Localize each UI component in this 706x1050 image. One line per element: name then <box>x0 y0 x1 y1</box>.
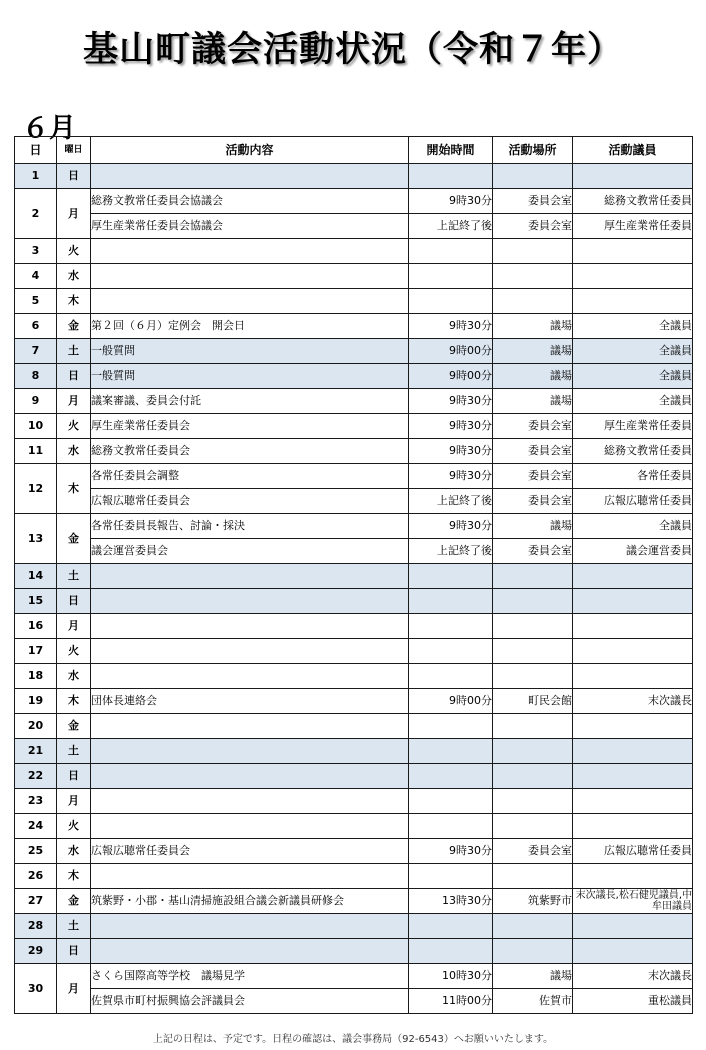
weekday-cell: 土 <box>57 914 91 939</box>
members-cell: 重松議員 <box>573 989 693 1014</box>
activity-cell <box>91 789 409 814</box>
table-row <box>15 389 693 414</box>
day-cell: 11 <box>15 439 57 464</box>
weekday-cell: 木 <box>57 289 91 314</box>
members-cell <box>573 789 693 814</box>
table-row <box>15 964 693 989</box>
members-cell <box>573 164 693 189</box>
time-cell <box>409 564 493 589</box>
table-row <box>15 689 693 714</box>
day-cell: 13 <box>15 514 57 564</box>
weekday-cell: 木 <box>57 464 91 514</box>
activity-cell <box>91 714 409 739</box>
members-cell <box>573 939 693 964</box>
time-cell: 9時30分 <box>409 389 493 414</box>
activity-cell: 広報広聴常任委員会 <box>91 839 409 864</box>
members-cell: 全議員 <box>573 339 693 364</box>
header-members: 活動議員 <box>573 137 693 164</box>
activity-cell: 一般質問 <box>91 364 409 389</box>
place-cell: 委員会室 <box>493 439 573 464</box>
activity-cell: 厚生産業常任委員会協議会 <box>91 214 409 239</box>
time-cell <box>409 814 493 839</box>
members-cell: 全議員 <box>573 314 693 339</box>
table-row <box>15 414 693 439</box>
members-cell <box>573 264 693 289</box>
schedule-table <box>14 136 693 1014</box>
time-cell: 上記終了後 <box>409 214 493 239</box>
table-row <box>15 589 693 614</box>
time-cell <box>409 664 493 689</box>
time-cell: 9時30分 <box>409 314 493 339</box>
activity-cell <box>91 664 409 689</box>
members-cell: 末次議長 <box>573 964 693 989</box>
activity-cell <box>91 764 409 789</box>
weekday-cell: 土 <box>57 739 91 764</box>
place-cell <box>493 789 573 814</box>
place-cell: 委員会室 <box>493 214 573 239</box>
table-row <box>15 764 693 789</box>
place-cell: 議場 <box>493 389 573 414</box>
activity-cell: 議案審議、委員会付託 <box>91 389 409 414</box>
day-cell: 29 <box>15 939 57 964</box>
place-cell: 委員会室 <box>493 539 573 564</box>
time-cell <box>409 264 493 289</box>
time-cell <box>409 764 493 789</box>
activity-cell: 第２回（６月）定例会 開会日 <box>91 314 409 339</box>
members-cell: 広報広聴常任委員 <box>573 489 693 514</box>
weekday-cell: 月 <box>57 389 91 414</box>
weekday-cell: 水 <box>57 664 91 689</box>
time-cell: 10時30分 <box>409 964 493 989</box>
activity-cell <box>91 864 409 889</box>
table-row <box>15 539 693 564</box>
table-row <box>15 564 693 589</box>
time-cell <box>409 289 493 314</box>
day-cell: 5 <box>15 289 57 314</box>
table-row <box>15 639 693 664</box>
table-row <box>15 289 693 314</box>
activity-cell <box>91 289 409 314</box>
table-row <box>15 914 693 939</box>
place-cell: 委員会室 <box>493 839 573 864</box>
day-cell: 6 <box>15 314 57 339</box>
day-cell: 21 <box>15 739 57 764</box>
place-cell <box>493 939 573 964</box>
time-cell: 9時30分 <box>409 414 493 439</box>
page-title: 基山町議会活動状況（令和７年） <box>82 30 623 70</box>
time-cell <box>409 789 493 814</box>
members-cell: 議会運営委員 <box>573 539 693 564</box>
time-cell <box>409 639 493 664</box>
time-cell <box>409 614 493 639</box>
place-cell: 議場 <box>493 964 573 989</box>
place-cell <box>493 589 573 614</box>
place-cell <box>493 764 573 789</box>
weekday-cell: 水 <box>57 439 91 464</box>
header-weekday: 曜日 <box>57 137 91 164</box>
members-cell: 厚生産業常任委員 <box>573 414 693 439</box>
members-cell: 全議員 <box>573 514 693 539</box>
table-row <box>15 814 693 839</box>
day-cell: 9 <box>15 389 57 414</box>
place-cell <box>493 814 573 839</box>
activity-cell <box>91 639 409 664</box>
activity-cell: 各常任委員長報告、討論・採決 <box>91 514 409 539</box>
weekday-cell: 土 <box>57 339 91 364</box>
activity-cell: 総務文教常任委員会協議会 <box>91 189 409 214</box>
day-cell: 18 <box>15 664 57 689</box>
activity-cell <box>91 264 409 289</box>
members-cell <box>573 714 693 739</box>
activity-cell: 厚生産業常任委員会 <box>91 414 409 439</box>
members-cell: 全議員 <box>573 389 693 414</box>
activity-cell: 筑紫野・小郡・基山清掃施設組合議会新議員研修会 <box>91 889 409 914</box>
time-cell <box>409 589 493 614</box>
weekday-cell: 木 <box>57 864 91 889</box>
place-cell <box>493 264 573 289</box>
day-cell: 12 <box>15 464 57 514</box>
members-cell <box>573 289 693 314</box>
place-cell <box>493 914 573 939</box>
weekday-cell: 日 <box>57 364 91 389</box>
activity-cell <box>91 614 409 639</box>
place-cell <box>493 639 573 664</box>
members-cell: 各常任委員 <box>573 464 693 489</box>
time-cell <box>409 739 493 764</box>
footer-note: 上記の日程は、予定です。日程の確認は、議会事務局（92-6543）へお願いいたします。 <box>152 1034 554 1045</box>
members-cell: 広報広聴常任委員 <box>573 839 693 864</box>
weekday-cell: 月 <box>57 189 91 239</box>
table-row <box>15 339 693 364</box>
header-day: 日 <box>15 137 57 164</box>
place-cell <box>493 714 573 739</box>
weekday-cell: 水 <box>57 839 91 864</box>
members-cell <box>573 239 693 264</box>
place-cell: 町民会館 <box>493 689 573 714</box>
weekday-cell: 火 <box>57 414 91 439</box>
table-row <box>15 214 693 239</box>
table-row <box>15 789 693 814</box>
time-cell <box>409 714 493 739</box>
day-cell: 10 <box>15 414 57 439</box>
members-cell <box>573 589 693 614</box>
place-cell <box>493 289 573 314</box>
members-cell: 厚生産業常任委員 <box>573 214 693 239</box>
weekday-cell: 日 <box>57 164 91 189</box>
day-cell: 25 <box>15 839 57 864</box>
weekday-cell: 月 <box>57 964 91 1014</box>
day-cell: 27 <box>15 889 57 914</box>
time-cell: 9時30分 <box>409 839 493 864</box>
place-cell <box>493 164 573 189</box>
weekday-cell: 月 <box>57 614 91 639</box>
weekday-cell: 土 <box>57 564 91 589</box>
time-cell: 上記終了後 <box>409 489 493 514</box>
place-cell: 委員会室 <box>493 464 573 489</box>
weekday-cell: 火 <box>57 639 91 664</box>
table-row <box>15 514 693 539</box>
members-cell <box>573 914 693 939</box>
place-cell: 議場 <box>493 314 573 339</box>
weekday-cell: 金 <box>57 314 91 339</box>
place-cell <box>493 864 573 889</box>
time-cell: 13時30分 <box>409 889 493 914</box>
header-time: 開始時間 <box>409 137 493 164</box>
members-cell <box>573 814 693 839</box>
time-cell: 9時00分 <box>409 364 493 389</box>
day-cell: 14 <box>15 564 57 589</box>
members-cell <box>573 639 693 664</box>
time-cell <box>409 864 493 889</box>
place-cell: 議場 <box>493 514 573 539</box>
day-cell: 30 <box>15 964 57 1014</box>
time-cell: 9時30分 <box>409 514 493 539</box>
table-row <box>15 464 693 489</box>
table-row <box>15 889 693 914</box>
weekday-cell: 火 <box>57 814 91 839</box>
weekday-cell: 木 <box>57 689 91 714</box>
members-cell <box>573 739 693 764</box>
weekday-cell: 日 <box>57 939 91 964</box>
activity-cell: 団体長連絡会 <box>91 689 409 714</box>
members-cell: 末次議長,松石健児議員,中牟田議員 <box>573 889 693 914</box>
weekday-cell: 火 <box>57 239 91 264</box>
weekday-cell: 金 <box>57 714 91 739</box>
time-cell <box>409 239 493 264</box>
table-row <box>15 164 693 189</box>
header-activity: 活動内容 <box>91 137 409 164</box>
day-cell: 16 <box>15 614 57 639</box>
place-cell: 委員会室 <box>493 489 573 514</box>
activity-cell <box>91 589 409 614</box>
place-cell: 佐賀市 <box>493 989 573 1014</box>
day-cell: 15 <box>15 589 57 614</box>
table-row <box>15 489 693 514</box>
weekday-cell: 水 <box>57 264 91 289</box>
weekday-cell: 日 <box>57 764 91 789</box>
activity-cell: 議会運営委員会 <box>91 539 409 564</box>
weekday-cell: 金 <box>57 889 91 914</box>
header-row <box>15 137 693 164</box>
table-row <box>15 189 693 214</box>
activity-cell <box>91 564 409 589</box>
members-cell: 末次議長 <box>573 689 693 714</box>
month-heading: ６月 <box>22 113 76 144</box>
day-cell: 23 <box>15 789 57 814</box>
activity-cell: 佐賀県市町村振興協会評議員会 <box>91 989 409 1014</box>
members-cell: 総務文教常任委員 <box>573 439 693 464</box>
schedule-body <box>15 164 693 1014</box>
time-cell: 11時00分 <box>409 989 493 1014</box>
day-cell: 8 <box>15 364 57 389</box>
table-row <box>15 364 693 389</box>
time-cell <box>409 914 493 939</box>
activity-cell: 一般質問 <box>91 339 409 364</box>
table-row <box>15 239 693 264</box>
activity-cell <box>91 164 409 189</box>
time-cell <box>409 164 493 189</box>
table-row <box>15 739 693 764</box>
place-cell <box>493 564 573 589</box>
time-cell <box>409 939 493 964</box>
day-cell: 20 <box>15 714 57 739</box>
activity-cell: 総務文教常任委員会 <box>91 439 409 464</box>
place-cell: 委員会室 <box>493 189 573 214</box>
time-cell: 9時00分 <box>409 689 493 714</box>
table-row <box>15 864 693 889</box>
table-row <box>15 664 693 689</box>
header-place: 活動場所 <box>493 137 573 164</box>
activity-cell <box>91 239 409 264</box>
time-cell: 上記終了後 <box>409 539 493 564</box>
activity-cell <box>91 814 409 839</box>
table-row <box>15 439 693 464</box>
table-row <box>15 939 693 964</box>
place-cell <box>493 739 573 764</box>
place-cell: 議場 <box>493 339 573 364</box>
members-cell <box>573 614 693 639</box>
day-cell: 19 <box>15 689 57 714</box>
day-cell: 4 <box>15 264 57 289</box>
members-cell: 総務文教常任委員 <box>573 189 693 214</box>
day-cell: 1 <box>15 164 57 189</box>
day-cell: 7 <box>15 339 57 364</box>
members-cell: 全議員 <box>573 364 693 389</box>
members-cell <box>573 664 693 689</box>
place-cell: 筑紫野市 <box>493 889 573 914</box>
table-row <box>15 839 693 864</box>
place-cell <box>493 239 573 264</box>
weekday-cell: 月 <box>57 789 91 814</box>
weekday-cell: 金 <box>57 514 91 564</box>
activity-cell: 各常任委員会調整 <box>91 464 409 489</box>
activity-cell <box>91 939 409 964</box>
time-cell: 9時00分 <box>409 339 493 364</box>
activity-cell <box>91 914 409 939</box>
table-row <box>15 314 693 339</box>
day-cell: 24 <box>15 814 57 839</box>
activity-cell: さくら国際高等学校 議場見学 <box>91 964 409 989</box>
table-row <box>15 714 693 739</box>
members-cell <box>573 764 693 789</box>
table-row <box>15 614 693 639</box>
time-cell: 9時30分 <box>409 439 493 464</box>
members-cell <box>573 864 693 889</box>
day-cell: 3 <box>15 239 57 264</box>
day-cell: 26 <box>15 864 57 889</box>
day-cell: 28 <box>15 914 57 939</box>
table-row <box>15 264 693 289</box>
place-cell: 議場 <box>493 364 573 389</box>
weekday-cell: 日 <box>57 589 91 614</box>
day-cell: 17 <box>15 639 57 664</box>
activity-cell <box>91 739 409 764</box>
day-cell: 2 <box>15 189 57 239</box>
place-cell <box>493 664 573 689</box>
time-cell: 9時30分 <box>409 189 493 214</box>
day-cell: 22 <box>15 764 57 789</box>
place-cell <box>493 614 573 639</box>
activity-cell: 広報広聴常任委員会 <box>91 489 409 514</box>
table-row <box>15 989 693 1014</box>
members-cell <box>573 564 693 589</box>
place-cell: 委員会室 <box>493 414 573 439</box>
time-cell: 9時30分 <box>409 464 493 489</box>
